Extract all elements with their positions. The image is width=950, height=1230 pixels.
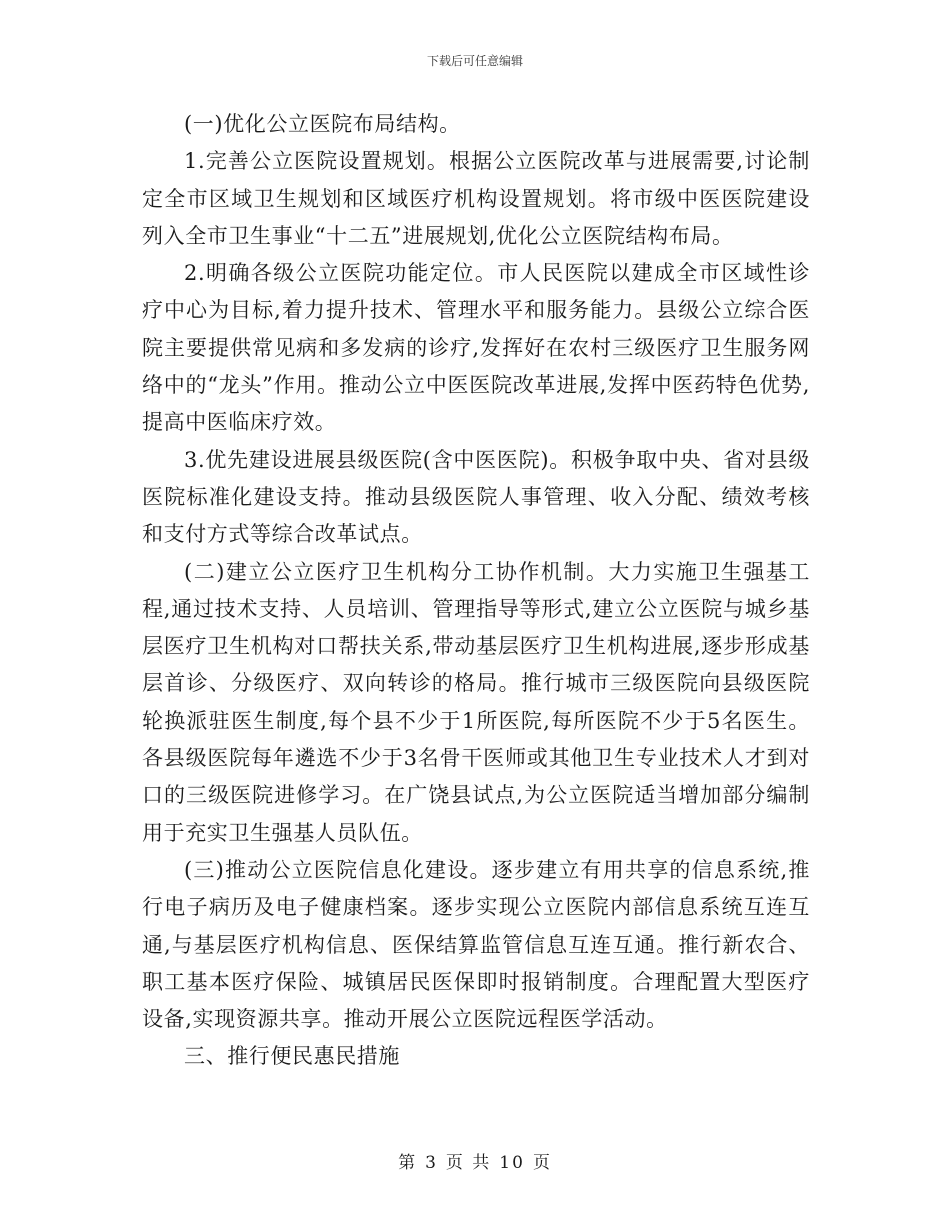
page-total: 10 — [499, 1153, 525, 1173]
paragraph-item-1: 1.完善公立医院设置规划。根据公立医院改革与进展需要,讨论制定全市区域卫生规划和区域医疗机构设置规划。将市级中医医院建设列入全市卫生事业“十二五”进展规划,优化公立医院结构布局。 — [142, 149, 810, 248]
paragraph-item-3: 3.优先建设进展县级医院(含中医医院)。积极争取中央、省对县级医院标准化建设支持。推动县级医院人事管理、收入分配、绩效考核和支付方式等综合改革试点。 — [142, 447, 810, 547]
paragraph-section-2: (二)建立公立医疗卫生机构分工协作机制。大力实施卫生强基工程,通过技术支持、人员培训、管理指导等形式,建立公立医院与城乡基层医疗卫生机构对口帮扶关系,带动基层医疗卫生机构进展,逐步形成基层首诊、分级医疗、双向转诊的格局。推行城市三级医院向县级医院轮换派驻医生制度,每个县不少于1所医院,每所医院不少于5名医生。各县级医院每年遴选不少于3名骨干医师或其他卫生专业技术人才到对口的三级医院进修学习。在广饶县试点,为公立医院适当增加部分编制用于充实卫生强基人员队伍。 — [142, 559, 810, 845]
footer-mid: 页 共 — [445, 1153, 492, 1173]
page-footer — [0, 1148, 950, 1173]
paragraph-item-2: 2.明确各级公立医院功能定位。市人民医院以建成全市区域性诊疗中心为目标,着力提升技术、管理水平和服务能力。县级公立综合医院主要提供常见病和多发病的诊疗,发挥好在农村三级医疗卫生服务网络中的“龙头”作用。推动公立中医医院改革进展,发挥中医药特色优势,提高中医临床疗效。 — [142, 261, 810, 435]
document-body — [142, 106, 810, 1076]
page-number: 3 — [425, 1153, 438, 1173]
header-note: 下载后可任意编辑 — [426, 54, 523, 68]
paragraph-part-3-heading: 三、推行便民惠民措施 — [184, 1044, 400, 1069]
paragraph-section-1-heading: (一)优化公立医院布局结构。 — [184, 112, 461, 136]
footer-prefix: 第 — [398, 1153, 418, 1173]
paragraph-section-3: (三)推动公立医院信息化建设。逐步建立有用共享的信息系统,推行电子病历及电子健康档案。逐步实现公立医院内部信息系统互连互通,与基层医疗机构信息、医保结算监管信息互连互通。推行新农合、职工基本医疗保险、城镇居民医保即时报销制度。合理配置大型医疗设备,实现资源共享。推动开展公立医院远程医学活动。 — [142, 857, 810, 1032]
footer-suffix: 页 — [532, 1153, 552, 1173]
